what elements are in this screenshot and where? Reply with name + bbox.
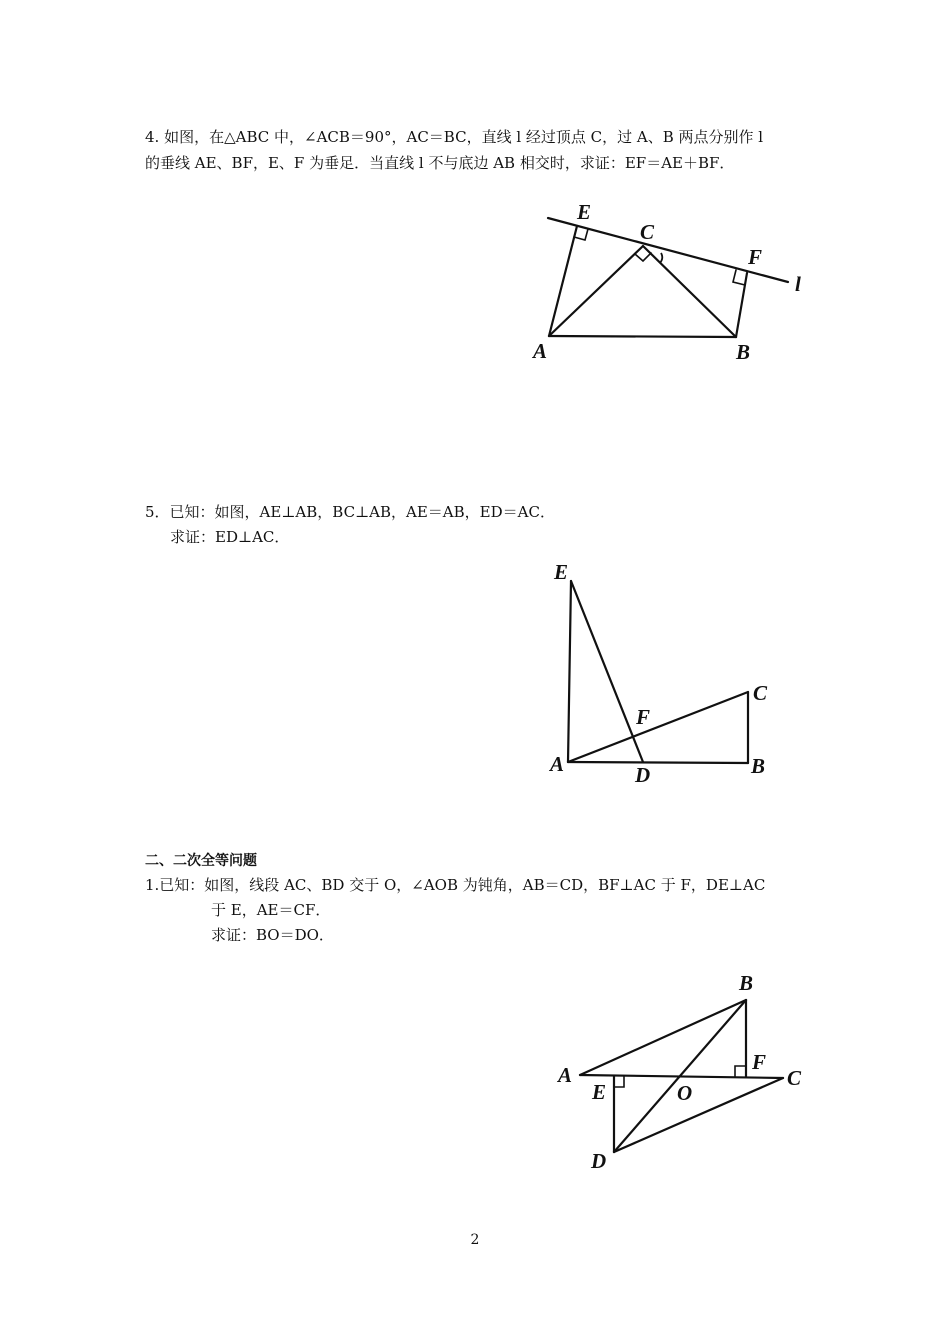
label-l: l (795, 272, 801, 296)
section2-problem1-line3: 求证：BO＝DO． (211, 926, 334, 944)
segment-AB (580, 1000, 746, 1075)
label-B: B (739, 971, 754, 995)
label-B: B (736, 340, 751, 364)
label-O: O (677, 1081, 693, 1105)
label-A: A (533, 339, 548, 363)
label-C: C (787, 1066, 802, 1090)
label-E: E (577, 200, 592, 224)
section-heading: 二、二次全等问题 (145, 853, 257, 869)
label-C: C (640, 220, 655, 244)
label-E: E (554, 560, 569, 584)
page-number: 2 (470, 1232, 480, 1248)
problem5-line2: 求证：ED⊥AC． (170, 528, 290, 546)
label-F: F (752, 1050, 767, 1074)
label-F: F (748, 245, 763, 269)
right-angle-F (735, 1066, 746, 1077)
problem4-line1: 4. 如图，在△ABC 中，∠ACB＝90°，AC＝BC，直线 l 经过顶点 C，过 A、B 两点分别作 l (145, 128, 764, 146)
label-F: F (636, 705, 651, 729)
problem4-line2: 的垂线 AE、BF，E、F 为垂足．当直线 l 不与底边 AB 相交时，求证：EF＝AE＋BF． (145, 154, 735, 172)
segment-DC (614, 1078, 783, 1152)
problem5-line1: 5．已知：如图，AE⊥AB，BC⊥AB，AE＝AB，ED＝AC． (145, 503, 555, 521)
label-E: E (592, 1080, 607, 1104)
label-D: D (591, 1149, 607, 1173)
label-D: D (635, 763, 651, 787)
label-B: B (751, 754, 766, 778)
label-A: A (550, 752, 565, 776)
section2-problem1-line1: 1.已知：如图，线段 AC、BD 交于 O，∠AOB 为钝角，AB＝CD，BF⊥AC 于 F，DE⊥AC (145, 876, 766, 894)
label-A: A (558, 1063, 573, 1087)
label-C: C (753, 681, 768, 705)
right-angle-E (614, 1076, 624, 1087)
section2-problem1-line2: 于 E，AE＝CF． (211, 901, 331, 919)
